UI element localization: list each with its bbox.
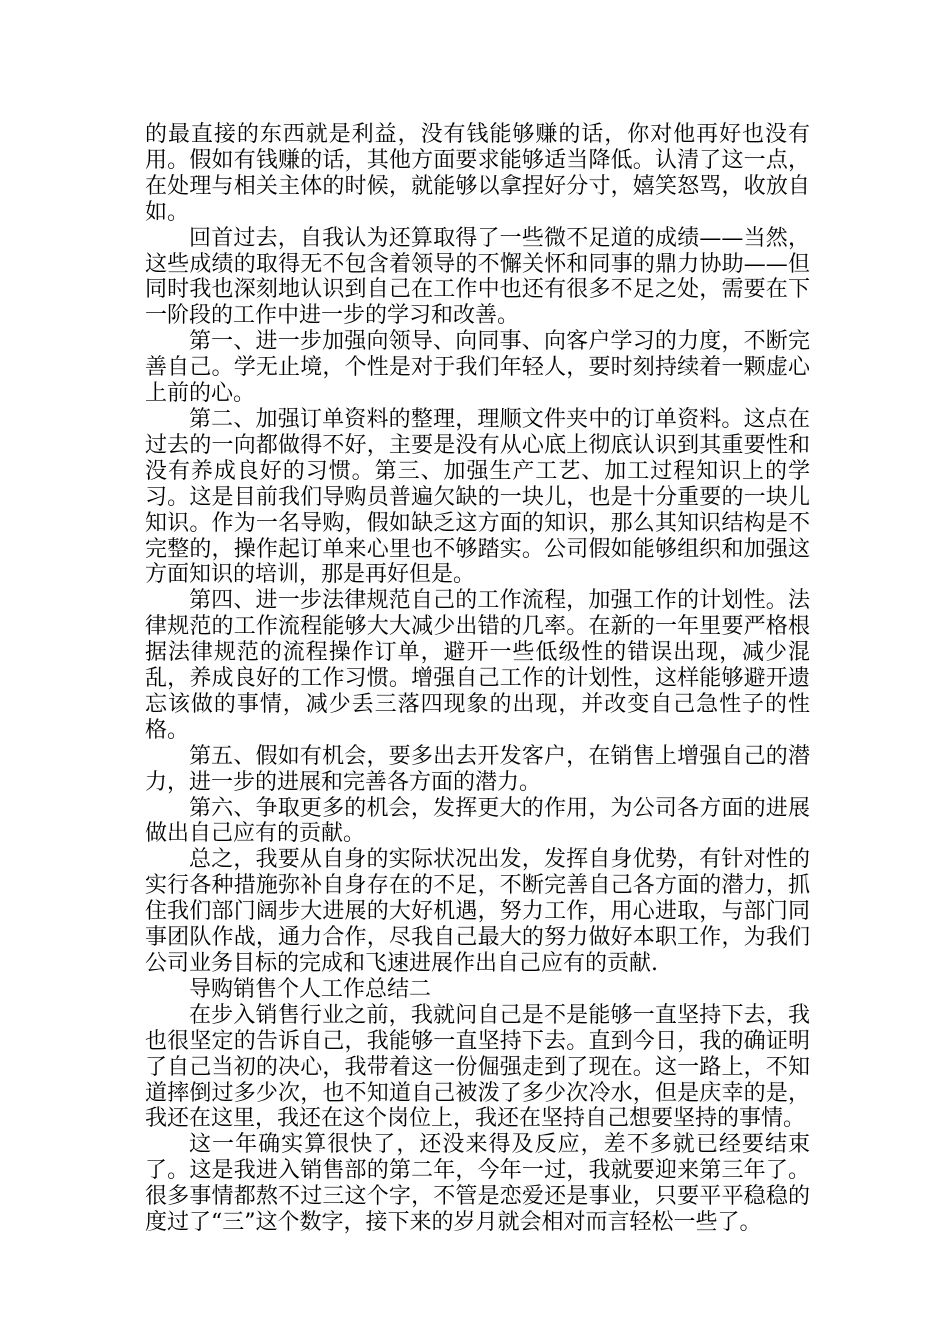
paragraph-8: 总之，我要从自身的实际状况出发，发挥自身优势，有针对性的实行各种措施弥补自身存在的不足，不断完善自己各方面的潜力，抓住我们部门阔步大进展的大好机遇，努力工作，用心进取，与部门同事团队作战，通力合作，尽我自己最大的努力做好本职工作，为我们公司业务目标的完成和飞速进展作出自己应有的贡献. [145, 847, 810, 976]
paragraph-7: 第六、争取更多的机会，发挥更大的作用，为公司各方面的进展做出自己应有的贡献。 [145, 795, 810, 847]
section-paragraph-2: 这一年确实算很快了，还没来得及反应，差不多就已经要结束了。这是我进入销售部的第二年，今年一过，我就要迎来第三年了。很多事情都熬不过三这个字，不管是恋爱还是事业，只要平平稳稳的度过了“三”这个数字，接下来的岁月就会相对而言轻松一些了。 [145, 1132, 810, 1236]
paragraph-5: 第四、进一步法律规范自己的工作流程，加强工作的计划性。法律规范的工作流程能够大大减少出错的几率。在新的一年里要严格根据法律规范的流程操作订单，避开一些低级性的错误出现，减少混乱，养成良好的工作习惯。增强自己工作的计划性，这样能够避开遗忘该做的事情，减少丢三落四现象的出现，并改变自己急性子的性格。 [145, 588, 810, 743]
section-paragraph-1: 在步入销售行业之前，我就问自己是不是能够一直坚持下去，我也很坚定的告诉自己，我能够一直坚持下去。直到今日，我的确证明了自己当初的决心，我带着这一份倔强走到了现在。这一路上，不知道摔倒过多少次，也不知道自己被泼了多少次冷水，但是庆幸的是，我还在这里，我还在这个岗位上，我还在坚持自己想要坚持的事情。 [145, 1002, 810, 1132]
paragraph-3: 第一、进一步加强向领导、向同事、向客户学习的力度，不断完善自己。学无止境，个性是对于我们年轻人，要时刻持续着一颗虚心上前的心。 [145, 329, 810, 407]
paragraph-1: 的最直接的东西就是利益，没有钱能够赚的话，你对他再好也没有用。假如有钱赚的话，其他方面要求能够适当降低。认清了这一点，在处理与相关主体的时候，就能够以拿捏好分寸，嬉笑怒骂，收放自如。 [145, 122, 810, 225]
section-title: 导购销售个人工作总结二 [189, 976, 432, 1002]
paragraph-2: 回首过去，自我认为还算取得了一些微不足道的成绩——当然，这些成绩的取得无不包含着领导的不懈关怀和同事的鼎力协助——但同时我也深刻地认识到自己在工作中也还有很多不足之处，需要在下一阶段的工作中进一步的学习和改善。 [145, 225, 810, 329]
document-body [145, 122, 810, 1236]
paragraph-4: 第二、加强订单资料的整理，理顺文件夹中的订单资料。这点在过去的一向都做得不好，主要是没有从心底上彻底认识到其重要性和没有养成良好的习惯。第三、加强生产工艺、加工过程知识上的学习。这是目前我们导购员普遍欠缺的一块儿，也是十分重要的一块儿知识。作为一名导购，假如缺乏这方面的知识，那么其知识结构是不完整的，操作起订单来心里也不够踏实。公司假如能够组织和加强这方面知识的培训，那是再好但是。 [145, 406, 810, 588]
paragraph-6: 第五、假如有机会，要多出去开发客户，在销售上增强自己的潜力，进一步的进展和完善各方面的潜力。 [145, 743, 810, 795]
